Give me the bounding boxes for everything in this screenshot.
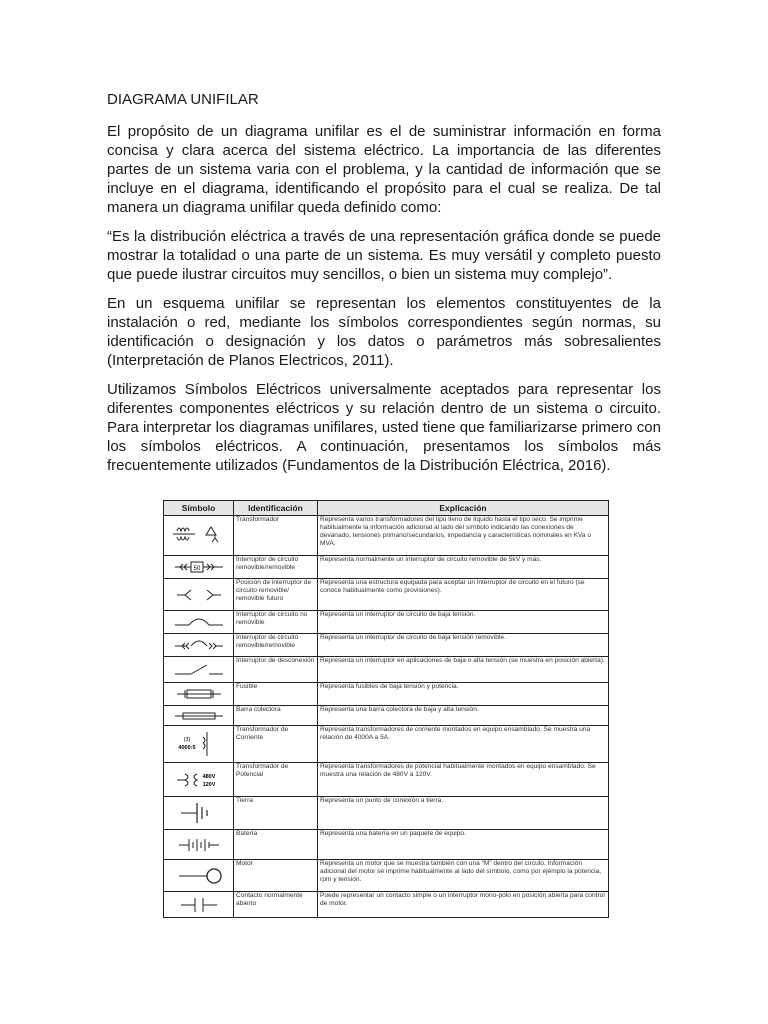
symbol-cell [164, 797, 234, 830]
table-row [164, 797, 609, 830]
identification-cell: Barra colectora [234, 706, 318, 726]
symbol-cell [164, 634, 234, 657]
table-row [164, 706, 609, 726]
potential-transformer-icon [169, 766, 229, 794]
table-row [164, 763, 609, 797]
normally-open-contact-icon [169, 895, 229, 915]
symbol-cell [164, 726, 234, 763]
identification-cell: Posición de interruptor de circuito removible/ removible futuro [234, 579, 318, 611]
current-transformer-icon [169, 729, 229, 759]
fuse-icon [169, 686, 229, 702]
table-row [164, 634, 609, 657]
breaker-rating-label: 50 [193, 566, 200, 572]
lv-removable-breaker-icon [169, 636, 229, 654]
breaker-position-icon [169, 585, 229, 605]
transformer-icon [169, 521, 229, 551]
paragraph-4: Utilizamos Símbolos Eléctricos universalmente aceptados para representar los diferentes componentes eléctricos y su relación dentro de un sistema o circuito. Para interpretar los diagramas unifilares, usted tiene que familiarizarse primero con los símbolos eléctricos. A continuación, presentamos los símbolos más frecuentemente utilizados (Fundamentos de la Distribución Eléctrica, 2016). [107, 381, 661, 474]
table-row [164, 683, 609, 706]
header-explanation: Explicación [318, 501, 609, 516]
explanation-cell: Representa una batería en un paquete de equipo. [318, 830, 609, 860]
symbol-cell [164, 706, 234, 726]
explanation-cell: Representa una estructura equipada para aceptar un interruptor de circuito en el futuro (se conoce habitualmente como provisiones). [318, 579, 609, 611]
paragraph-2: “Es la distribución eléctrica a través de una representación gráfica donde se puede mostrar la totalidad o una parte de un sistema. Es muy versátil y completo puesto que puede ilustrar circuitos muy sencillos, o bien un sistema muy complejo”. [107, 228, 661, 283]
ct-ratio-label: 4000:5 [177, 745, 196, 751]
fixed-breaker-icon [169, 613, 229, 631]
explanation-cell: Representa una barra colectora de baja y alta tensión. [318, 706, 609, 726]
symbol-cell [164, 763, 234, 797]
identification-cell: Transformador de Corriente [234, 726, 318, 763]
table-header-row [164, 501, 609, 516]
document-body [107, 90, 661, 485]
symbol-cell [164, 516, 234, 556]
explanation-cell: Representa un motor que se muestra también con una “M” dentro del círculo. Información adicional del motor se imprime habitualmente al lado del símbolo, como por ejemplo la potencia, rpm y tensión. [318, 860, 609, 892]
symbol-cell [164, 556, 234, 579]
header-symbol: Símbolo [164, 501, 234, 516]
explanation-cell: Representa normalmente un interruptor de circuito removible de 5kV y más. [318, 556, 609, 579]
table-row [164, 726, 609, 763]
symbol-cell [164, 830, 234, 860]
document-title: DIAGRAMA UNIFILAR [107, 91, 259, 108]
symbols-table [163, 500, 609, 918]
table-row [164, 657, 609, 683]
explanation-cell: Representa un interruptor en aplicaciones de baja o alta tensión (se muestra en posición abierta). [318, 657, 609, 683]
table-row [164, 860, 609, 892]
identification-cell: Fusible [234, 683, 318, 706]
identification-cell: Contacto normalmente abierto [234, 892, 318, 918]
identification-cell: Motor [234, 860, 318, 892]
symbol-cell [164, 683, 234, 706]
disconnect-switch-icon [169, 660, 229, 680]
explanation-cell: Representa un interruptor de circuito de baja tensión removible. [318, 634, 609, 657]
symbol-cell [164, 579, 234, 611]
explanation-cell: Puede representar un contacto simple o un interruptor mono-polo en posición abierta para control de motor. [318, 892, 609, 918]
identification-cell: Tierra [234, 797, 318, 830]
ct-quantity-label: (3) [183, 737, 190, 743]
explanation-cell: Representa fusibles de baja tensión y potencia. [318, 683, 609, 706]
symbol-cell [164, 611, 234, 634]
identification-cell: Transformador [234, 516, 318, 556]
identification-cell: Interruptor de circuito removible/removible [234, 634, 318, 657]
explanation-cell: Representa varios transformadores del tipo lleno de líquido hasta el tipo seco. Se imprime habitualmente la información adicional al lado del símbolo indicando las conexiones de devanado, tensiones primario/secundarios, impedancia y características nominales en KVa o MVA. [318, 516, 609, 556]
symbol-cell [164, 860, 234, 892]
table-row [164, 516, 609, 556]
battery-icon [169, 833, 229, 857]
pt-primary-label: 480V [202, 773, 215, 780]
table-row [164, 579, 609, 611]
explanation-cell: Representa transformadores de corriente montados en equipo ensamblado. Se muestra una relación de 4000A a 5A. [318, 726, 609, 763]
pt-secondary-label: 120V [202, 781, 215, 788]
identification-cell: Transformador de Potencial [234, 763, 318, 797]
header-identification: Identificación [234, 501, 318, 516]
paragraph-3: En un esquema unifilar se representan los elementos constituyentes de la instalación o red, mediante los símbolos correspondientes según normas, su identificación o designación y los datos o parámetros más sobresalientes (Interpretación de Planos Electricos, 2011). [107, 295, 661, 369]
identification-cell: Interruptor de circuito no removible [234, 611, 318, 634]
paragraph-1: El propósito de un diagrama unifilar es el de suministrar información en forma concisa y clara acerca del sistema eléctrico. La importancia de las diferentes partes de un sistema varia con el problema, y la cantidad de información que se incluye en el diagrama, identificando el propósito para el cual se realiza. De tal manera un diagrama unifilar queda definido como: [107, 123, 661, 216]
symbol-cell [164, 892, 234, 918]
symbols-table-container [163, 500, 608, 918]
identification-cell: Batería [234, 830, 318, 860]
explanation-cell: Representa un punto de conexión a tierra. [318, 797, 609, 830]
busbar-icon [169, 709, 229, 723]
identification-cell: Interruptor de circuito removible/removible [234, 556, 318, 579]
removable-breaker-icon [169, 558, 229, 576]
identification-cell: Interruptor de desconexión [234, 657, 318, 683]
table-row [164, 556, 609, 579]
table-row [164, 830, 609, 860]
symbol-cell [164, 657, 234, 683]
ground-icon [169, 799, 229, 827]
table-row [164, 892, 609, 918]
explanation-cell: Representa un interruptor de circuito de baja tensión. [318, 611, 609, 634]
motor-icon [169, 863, 229, 889]
explanation-cell: Representa transformadores de potencial habitualmente montados en equipo ensamblado. Se muestra una relación de 480V a 120V. [318, 763, 609, 797]
table-row [164, 611, 609, 634]
